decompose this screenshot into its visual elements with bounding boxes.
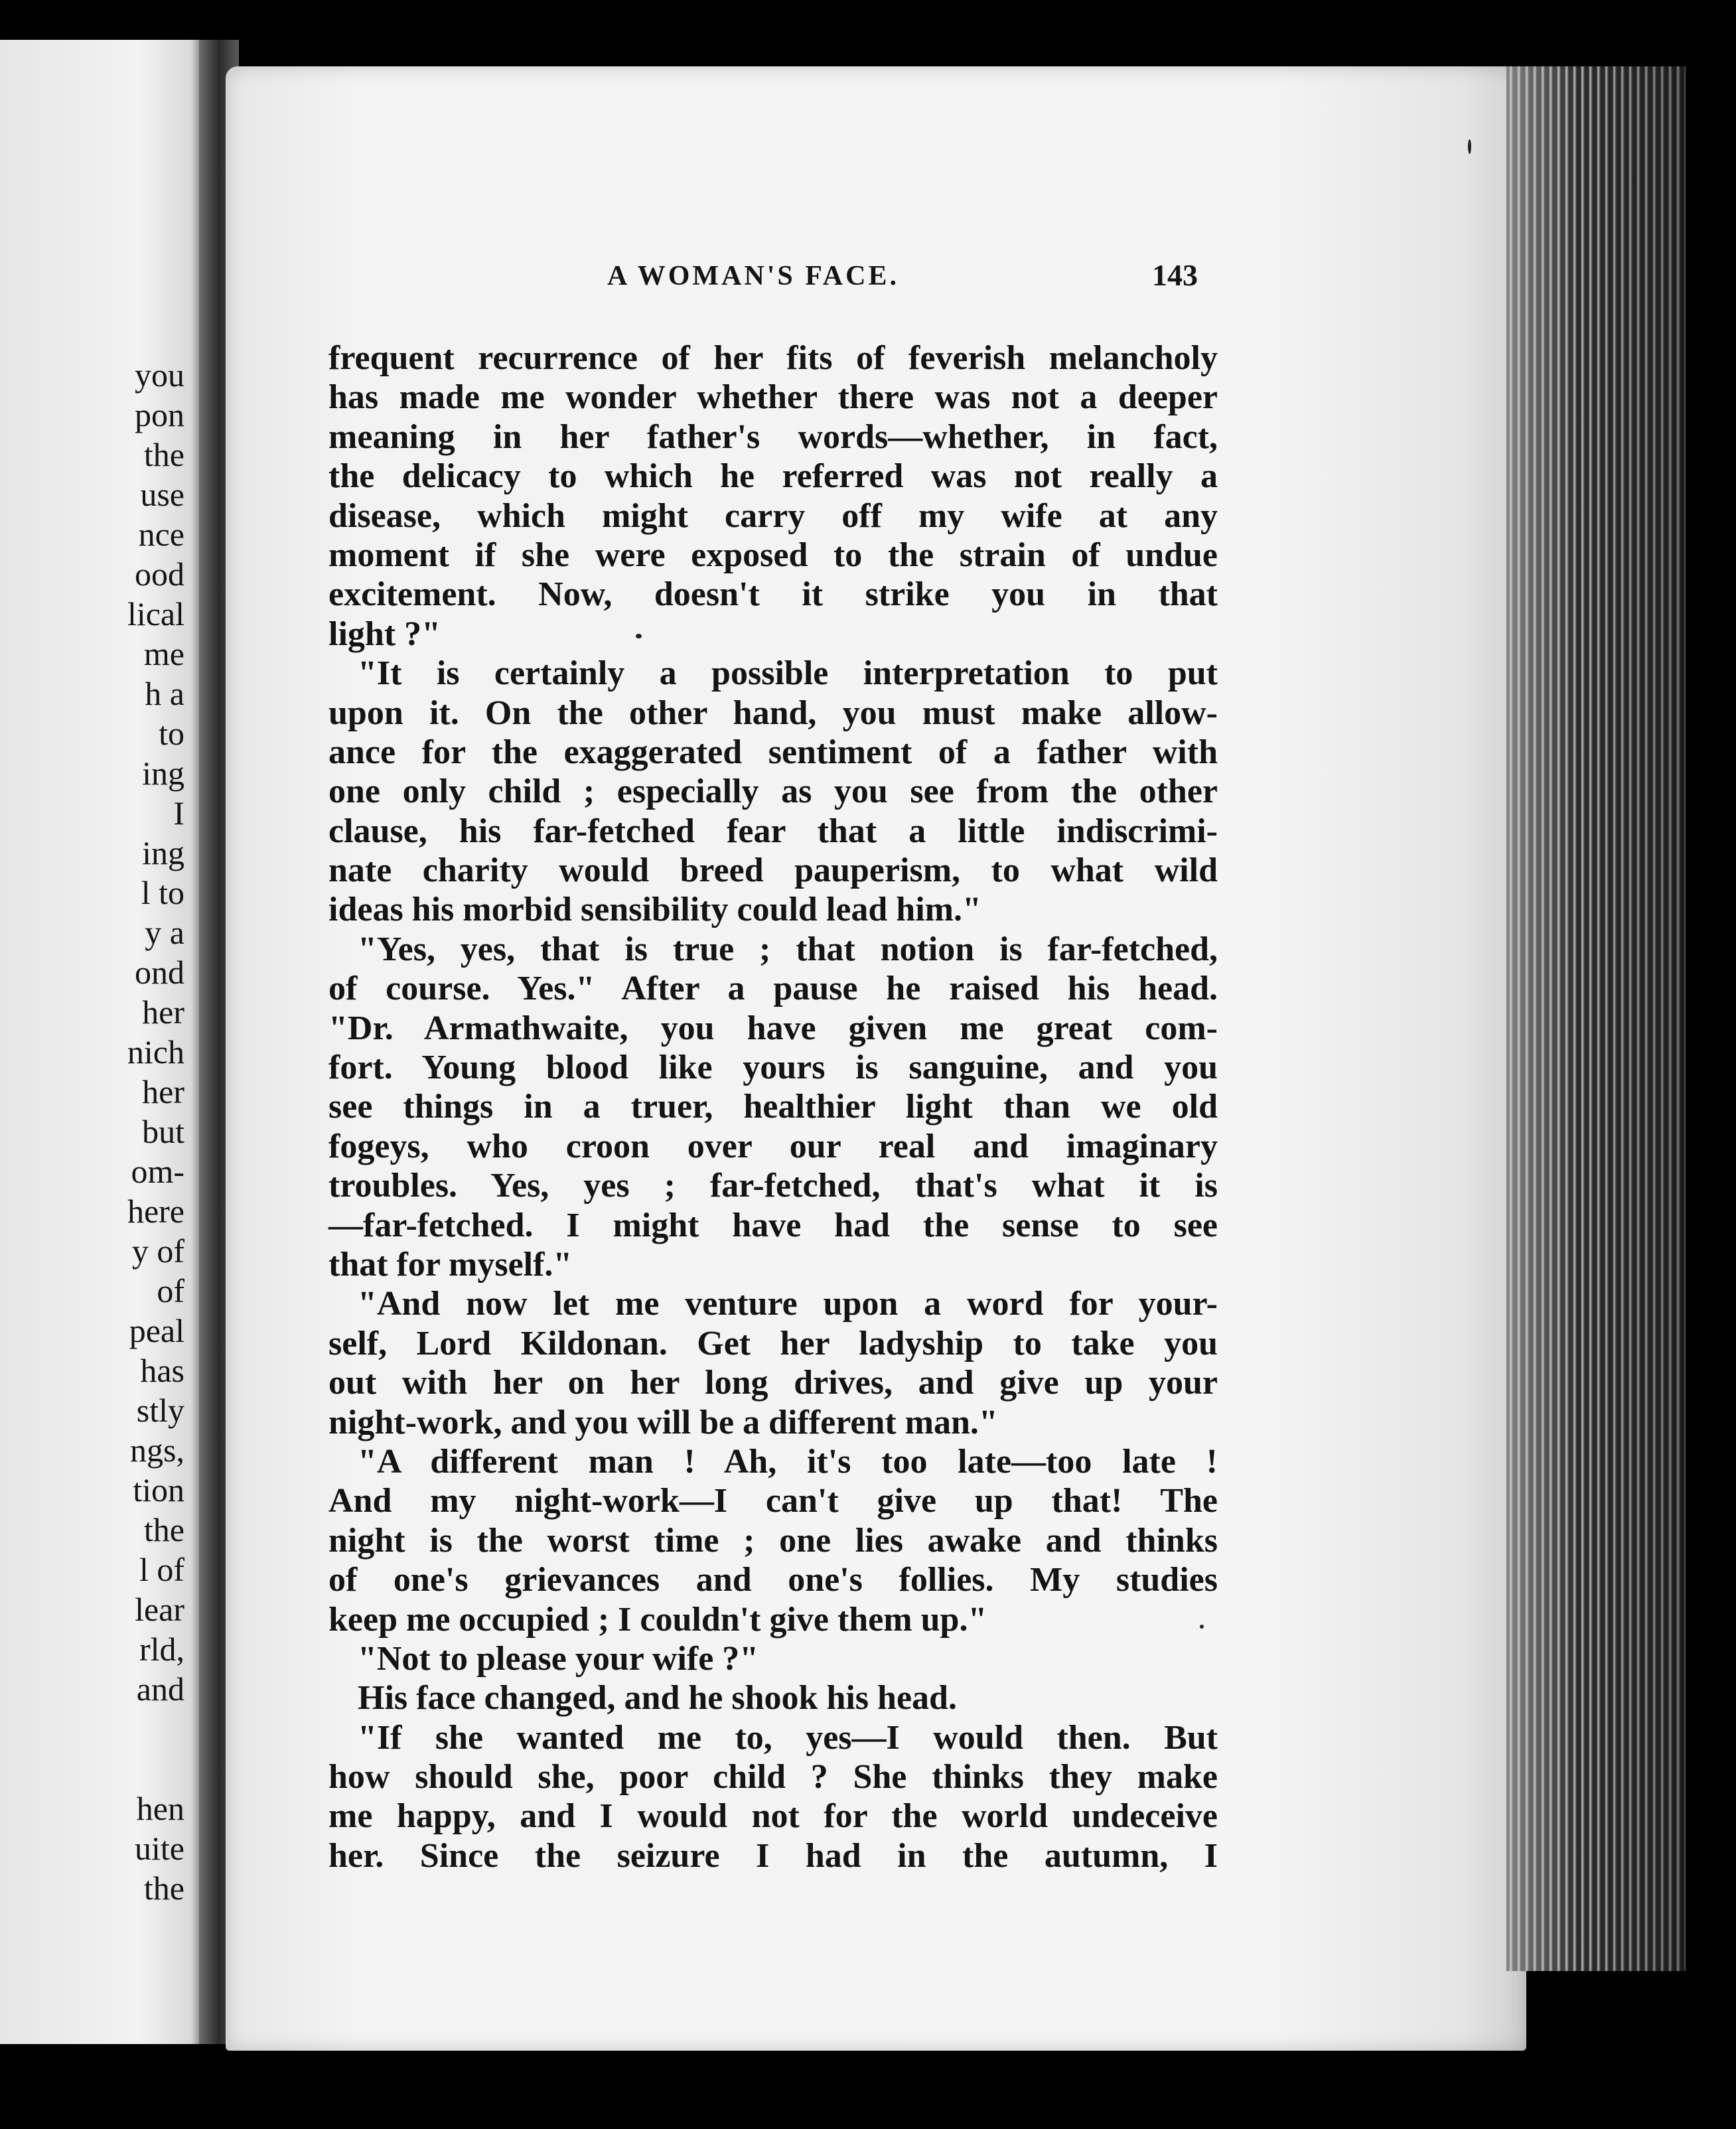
previous-page-line: rld, bbox=[139, 1631, 184, 1668]
text-line: fort. Young blood like yours is sanguine, and you bbox=[328, 1049, 1218, 1087]
previous-page-line: nich bbox=[127, 1033, 184, 1070]
previous-page-line: the bbox=[143, 1511, 184, 1548]
running-head bbox=[328, 252, 1218, 299]
previous-page-line: nce bbox=[138, 516, 184, 553]
text-line: out with her on her long drives, and give up your bbox=[328, 1364, 1218, 1402]
previous-page-line: to bbox=[159, 715, 184, 752]
previous-page-line: y of bbox=[131, 1232, 184, 1270]
text-line: me happy, and I would not for the world undeceive bbox=[328, 1797, 1218, 1836]
previous-page-line: lear bbox=[135, 1591, 184, 1628]
previous-page-line: and bbox=[136, 1670, 184, 1708]
previous-page-line: of bbox=[157, 1272, 184, 1309]
text-line: frequent recurrence of her fits of feverish melancholy bbox=[328, 339, 1218, 377]
previous-page-line: me bbox=[143, 635, 184, 672]
previous-page-line: ing bbox=[142, 755, 184, 792]
text-line: "If she wanted me to, yes—I would then. But bbox=[358, 1718, 1218, 1757]
previous-page-fragment bbox=[0, 40, 199, 2044]
previous-page-line: her bbox=[142, 993, 184, 1031]
text-line: night-work, and you will be a different man." bbox=[328, 1403, 998, 1441]
previous-page-line: the bbox=[143, 436, 184, 473]
text-line: "Not to please your wife ?" bbox=[358, 1639, 759, 1678]
previous-page-line: her bbox=[142, 1073, 184, 1110]
previous-page-line: use bbox=[140, 476, 184, 513]
text-line: night is the worst time ; one lies awake and thinks bbox=[328, 1521, 1218, 1560]
text-line: her. Since the seizure I had in the autumn, I bbox=[328, 1836, 1218, 1875]
previous-page-line: l to bbox=[141, 874, 184, 911]
text-line: one only child ; especially as you see from the other bbox=[328, 772, 1218, 811]
text-line: how should she, poor child ? She thinks they make bbox=[328, 1758, 1218, 1797]
previous-page-line: has bbox=[140, 1352, 184, 1389]
text-line: see things in a truer, healthier light than we old bbox=[328, 1088, 1218, 1126]
text-line: ance for the exaggerated sentiment of a father with bbox=[328, 733, 1218, 771]
text-line: light ?" bbox=[328, 615, 441, 653]
previous-page-line: peal bbox=[129, 1312, 184, 1349]
text-line: upon it. On the other hand, you must make allow- bbox=[328, 694, 1218, 732]
previous-page-line: stly bbox=[136, 1392, 184, 1429]
previous-page-line: ood bbox=[135, 555, 184, 593]
previous-page-line: I bbox=[173, 794, 184, 832]
previous-page-line: om- bbox=[131, 1153, 184, 1190]
scan-speck bbox=[1632, 173, 1636, 182]
text-line: clause, his far-fetched fear that a little indiscrimi- bbox=[328, 812, 1218, 850]
previous-page-line: ing bbox=[142, 834, 184, 871]
text-line: excitement. Now, doesn't it strike you in that bbox=[328, 575, 1218, 614]
page-edges bbox=[1506, 66, 1686, 1971]
text-line: "Dr. Armathwaite, you have given me great com- bbox=[328, 1009, 1218, 1047]
text-line: has made me wonder whether there was not a deeper bbox=[328, 378, 1218, 417]
text-line: troubles. Yes, yes ; far-fetched, that's what it is bbox=[328, 1167, 1218, 1205]
scan-speck bbox=[636, 634, 642, 638]
previous-page-line: y a bbox=[145, 914, 184, 951]
page-number: 143 bbox=[1152, 258, 1198, 292]
previous-page-line: here bbox=[127, 1193, 184, 1230]
previous-page-line: the bbox=[143, 1870, 184, 1907]
previous-page-line: uite bbox=[135, 1830, 184, 1867]
text-line: of course. Yes." After a pause he raised his head. bbox=[328, 970, 1218, 1008]
text-line: that for myself." bbox=[328, 1245, 573, 1284]
text-line: ideas his morbid sensibility could lead him." bbox=[328, 891, 981, 929]
text-line: self, Lord Kildonan. Get her ladyship to take you bbox=[328, 1324, 1218, 1362]
previous-page-line: h a bbox=[145, 675, 184, 712]
scan-speck bbox=[1468, 139, 1471, 154]
text-line: nate charity would breed pauperism, to what wild bbox=[328, 851, 1218, 890]
text-line: And my night-work—I can't give up that! The bbox=[328, 1482, 1218, 1520]
previous-page-line: ngs, bbox=[130, 1432, 184, 1469]
text-line: His face changed, and he shook his head. bbox=[358, 1679, 957, 1718]
previous-page-line: tion bbox=[133, 1471, 184, 1508]
previous-page-line: hen bbox=[136, 1790, 184, 1827]
text-line: —far-fetched. I might have had the sense to see bbox=[328, 1206, 1218, 1244]
running-title: A WOMAN'S FACE. bbox=[607, 261, 899, 291]
previous-page-line: ond bbox=[135, 954, 184, 991]
text-line: fogeys, who croon over our real and imaginary bbox=[328, 1127, 1218, 1165]
text-line: disease, which might carry off my wife at any bbox=[328, 496, 1218, 535]
body-text bbox=[328, 338, 1218, 1875]
text-line: of one's grievances and one's follies. My studies bbox=[328, 1561, 1218, 1599]
text-line: "Yes, yes, that is true ; that notion is far-fetched, bbox=[358, 930, 1218, 968]
previous-page-line: l of bbox=[139, 1551, 184, 1588]
text-line: keep me occupied ; I couldn't give them up." bbox=[328, 1600, 987, 1639]
previous-page-line: you bbox=[135, 356, 184, 394]
previous-page-line: lical bbox=[127, 595, 184, 632]
text-line: meaning in her father's words—whether, in fact, bbox=[328, 417, 1218, 456]
previous-page-line: but bbox=[142, 1113, 184, 1150]
text-line: "And now let me venture upon a word for your- bbox=[358, 1285, 1218, 1323]
previous-page-line: pon bbox=[135, 396, 184, 433]
text-line: "It is certainly a possible interpretation to put bbox=[358, 654, 1218, 693]
text-line: the delicacy to which he referred was not really a bbox=[328, 457, 1218, 496]
text-line: moment if she were exposed to the strain of undue bbox=[328, 536, 1218, 574]
text-line: "A different man ! Ah, it's too late—too late ! bbox=[358, 1442, 1218, 1481]
scan-speck bbox=[1200, 1625, 1204, 1629]
